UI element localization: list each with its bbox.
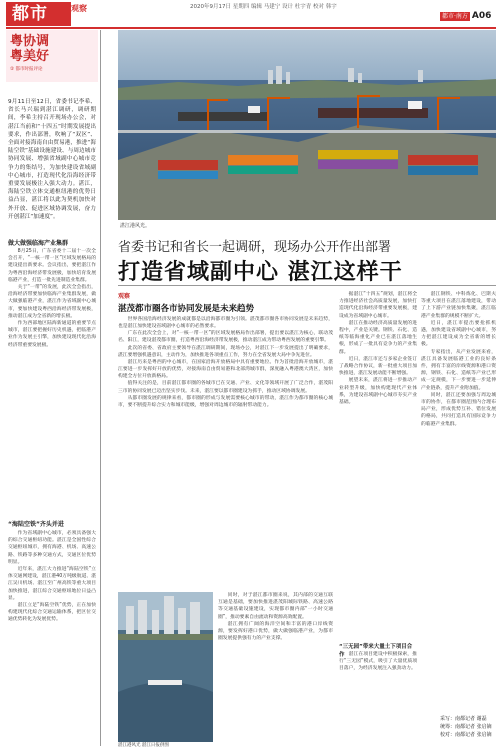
section-body-transport xyxy=(8,530,96,624)
article-photo-illustration xyxy=(118,592,213,742)
column-divider xyxy=(100,30,101,746)
kicker-title: 粤协调 粤美好 xyxy=(10,34,50,64)
paragraph: 专家指出，从产业发展来看，湛江具备发展临港工业的良好条件，拥有丰富的岸线资源和港口资源，钢铁、石化、造纸等产业已形成一定规模，下一步要进一步延伸产业链条，提升产业附加值。 xyxy=(421,349,496,391)
paragraph: 从都市圈发展的规律来看，都市圈的形成与发展需要核心城市的带动，湛江作为都市圈的核心城市，要不断提升综合实力和城市能级，增强对周边城市的辐射带动能力。 xyxy=(118,395,333,408)
paragraph: 作为省域副中心城市，必须具备强大的综合交通枢纽功能。湛江是全国性综合交通枢纽城市，拥有海港、机场、高速公路、铁路等多种交通方式，交通区位优势明显。 xyxy=(8,531,96,565)
paragraph: 此次的省委、省政府主要领导在湛江调研期间，现场办公，对湛江下一步发展提出了明确要求，湛江要增强机遇意识，主动作为，加快推进各项重点工作，努力在全省发展大局中争先进位。 xyxy=(118,345,333,358)
paragraph: 湛江在项目建设中积极探索，推行“三无园”模式，吸引了大量优质项目落户，为经济发展注入强劲动力。 xyxy=(339,652,417,672)
paragraph: 湛江在推动经济高质量发展的进程中，产业是关键。钢铁、石化、造纸等临海重化产业已在湛江落地生根，形成了一批具有竞争力的产业集群。 xyxy=(339,320,417,355)
section-body-industry xyxy=(8,248,96,349)
page-number: A06 xyxy=(471,11,492,21)
article-subheading: “三无园”带来大量土下项目合作 xyxy=(339,644,413,658)
credit-proofreader: 校对：南都记者 张启镝 xyxy=(440,732,492,738)
header-rule xyxy=(6,27,496,29)
paragraph: 湛江立足“海陆空铁”优势，正在加快构建现代化综合交通运输体系，把区位交通优势转化为发展优势。 xyxy=(8,603,96,623)
paragraph: 湛江拥有广阔的海洋空间和丰富的港口岸线资源，要发挥好港口优势，做大做强临港产业，为都市圈发展提供强有力的产业支撑。 xyxy=(218,621,333,642)
subheadline: 省委书记和省长一起调研，现场办公开作出部署 xyxy=(118,240,392,255)
paragraph: 广东在此次全会上，对“一核一带一区”的区域发展格局作出部署，提出要以湛江为核心，联动茂名、阳江，建设湛茂都市圈，打造粤西沿海经济带发展极，推动湛江成为带动粤西发展的重要引擎。 xyxy=(118,331,333,344)
port-aerial-photo xyxy=(118,30,496,220)
article-title: 湛茂都市圈各市协同发展是未来趋势 xyxy=(118,304,255,314)
paragraph: 湛江历来是粤西的中心城市，在国家沿海开放格局中具有重要地位。作为首批沿海开放城市，湛江要进一步发挥好开放的优势，对接海南自由贸易港和北部湾城市群，深度融入粤港澳大湾区，加快构建全方位开放新格局。 xyxy=(118,359,333,380)
paragraph: 同时，对于湛江都市圈来说，其内部的交通互联互通是基础，要加快推进湛茂阳城际铁路、高速公路等交通基础设施建设，实现都市圈内部“一小时交通圈”，推动要素自由流动和资源高效配置。 xyxy=(218,593,333,620)
page-number-block xyxy=(440,3,496,21)
section-sub: 观察 xyxy=(71,4,87,13)
article-column-4 xyxy=(421,291,496,428)
article-photo-caption: 湛江港风光 湛江日报供图 xyxy=(118,743,169,748)
paragraph: 湛江钢铁、中科炼化、巴斯夫等重大项目在湛江落地建设，带动了上下游产业链加快集聚，湛江临港产业集群的规模不断扩大。 xyxy=(421,292,496,319)
article-body-continued xyxy=(218,592,333,642)
headline: 打造省域副中心 湛江这样干 xyxy=(118,260,403,285)
article-column-3-lower xyxy=(339,651,417,673)
paragraph: 作为西部地区陆海新通道的重要节点城市，湛江要把握好历史机遇，把临港产业作为发展主引擎，加快建设现代化沿海经济带重要发展极。 xyxy=(8,321,96,348)
author-line: ② 都市时报评论 xyxy=(10,67,43,72)
article-photo xyxy=(118,592,213,742)
section-heading-industry: 做大做强临海产业集群 xyxy=(8,240,69,247)
paragraph: 近日，湛江市还与多家企业签订了战略合作协议，新一批重大项目加快推进，湛江发展动能不断增强。 xyxy=(339,356,417,377)
photo-illustration xyxy=(118,30,496,220)
paragraph: 近日，湛江市提出要抢抓机遇，加快建设省域副中心城市，努力把湛江建设成为全省新的增长极。 xyxy=(421,320,496,348)
photo-caption: 湛江港风光。 xyxy=(120,223,151,229)
paragraph: 值得关注的是，目前湛江都市圈的各城市已在交通、产业、文化等领域开展了广泛合作，湛茂阳三市的协同发展已迈出坚实步伐。未来，湛江要以都市圈建设为抓手，推动区域协调发展。 xyxy=(118,381,333,394)
issue-info: 2020年9月17日 星期四 编辑 马建宁 设计 杜宇青 校对 韩宇 xyxy=(190,4,337,10)
paragraph: 展望未来，湛江将进一步推动产业转型升级，加快构建现代产业体系，为建设省域副中心城市夯实产业基础。 xyxy=(339,378,417,406)
section-heading-transport: “海陆空铁”齐头并进 xyxy=(8,521,64,528)
paragraph: 世界各国沿海经济发展的成就都是以沿海都市圈为引领。湛茂都市圈各市协同发展是未来趋势，也是湛江加快建设省域副中心城市的必然要求。 xyxy=(118,317,333,330)
editor-credits xyxy=(440,715,495,739)
paragraph: 据湛江“十四五”规划，湛江将全力推进经济社会高质量发展，加快打造现代化沿海经济带重要发展极，建设成为省域副中心城市。 xyxy=(339,292,417,319)
paragraph: 近年来，湛江大力推进“海陆空铁”立体交通网建设，湛江港40万吨级航道、湛江吴川机场、湛江至广州高铁等重大项目加快推进，湛江综合交通枢纽地位日益凸显。 xyxy=(8,567,96,601)
headline-rule xyxy=(118,285,496,286)
section-brand: 都市 xyxy=(6,2,71,26)
page-label: 都市·南方 xyxy=(442,13,468,20)
section-label: 观察 xyxy=(118,293,131,300)
paragraph: 同时，湛江还要加强与周边城市的协作，在都市圈范围内合理布局产业，形成优势互补、错位发展的格局，共同打造具有国际竞争力的临港产业集群。 xyxy=(421,392,496,427)
article-column-3 xyxy=(339,291,417,406)
credit-writer: 采写：南都记者 谢磊 xyxy=(440,716,487,722)
credit-coordinator: 统筹：南都记者 张启镝 xyxy=(440,724,492,730)
paragraph: 8月25日，广东省委十二届十一次全会召开，“一核一带一区”区域发展格局的建设提出新要求。会议指出，要把湛江作为粤西沿海经济带发展极，加快培育发展临港产业，打造一批先进制造业集群。 xyxy=(8,249,96,283)
commentary-text: 9月11日至12日，省委书记李希、省长马兴瑞到湛江调研，调研期间，李希主持召开现场办公会，对湛江当前和“十四五”时期发展提出要求，作出部署，吹响了“双区”、全面对接海南自由贸易港，推进“海陆空铁”基础设施建设、与周边城市协同发展、增强省域副中心城市竞争力的集结号，为加快建设省域副中心城市，打造现代化沿海经济带重要发展极注入强大动力。湛江，海陆空铁立体交通枢纽港的优势日益凸显，湛江将以此为契机加快对外开放、促进区域协调发展，奋力开创湛江“加速度”。 xyxy=(8,99,96,220)
article-body xyxy=(118,316,333,409)
paragraph: 关于“一带”的发展，此次全会指出，沿海经济带要加快临海产业集群发展，做大做强临港产业，湛江作为省域副中心城市，要加快建设粤西沿海经济带发展极，推动湛江成为全省新的增长极。 xyxy=(8,285,96,319)
